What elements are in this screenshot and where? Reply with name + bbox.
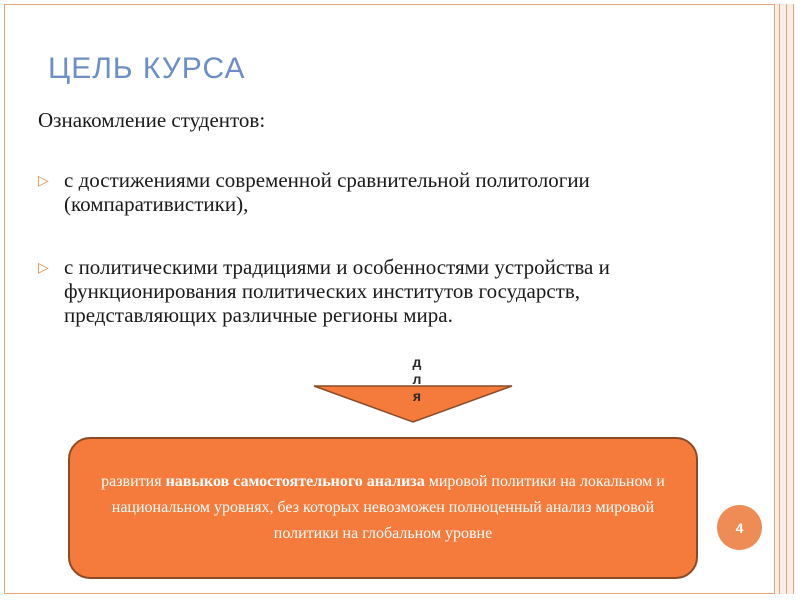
slide-title: ЦЕЛЬ КУРСА: [48, 52, 246, 85]
goal-box: [68, 437, 698, 579]
bullet-text-1: с достижениями современной сравнительной политологии (компаративистики),: [64, 168, 590, 216]
arrow-label: д л я: [412, 354, 422, 404]
goal-box-text: [92, 469, 674, 547]
goal-box-prefix: развития: [101, 473, 166, 490]
goal-box-suffix: мировой политики на локальном и национальном уровнях, без которых невозможен полноценный анализ мировой политики на глобальном уровне: [111, 473, 665, 542]
bullet-list: [38, 168, 738, 366]
slide-frame-rule-inner: [779, 4, 787, 594]
bullet-item-2: [38, 255, 738, 327]
hollow-triangle-bullet-icon: ▷: [38, 173, 49, 189]
hollow-triangle-bullet-icon: ▷: [38, 260, 49, 276]
goal-box-emphasis: навыков самостоятельного анализа: [165, 473, 425, 490]
page-number-badge: 4: [717, 505, 762, 550]
intro-text: Ознакомление студентов:: [38, 108, 266, 132]
bullet-item-1: [38, 168, 738, 216]
bullet-text-2: с политическими традициями и особенностями устройства и функционирования политических институтов государств, представляющих различные регионы мира.: [64, 255, 610, 327]
